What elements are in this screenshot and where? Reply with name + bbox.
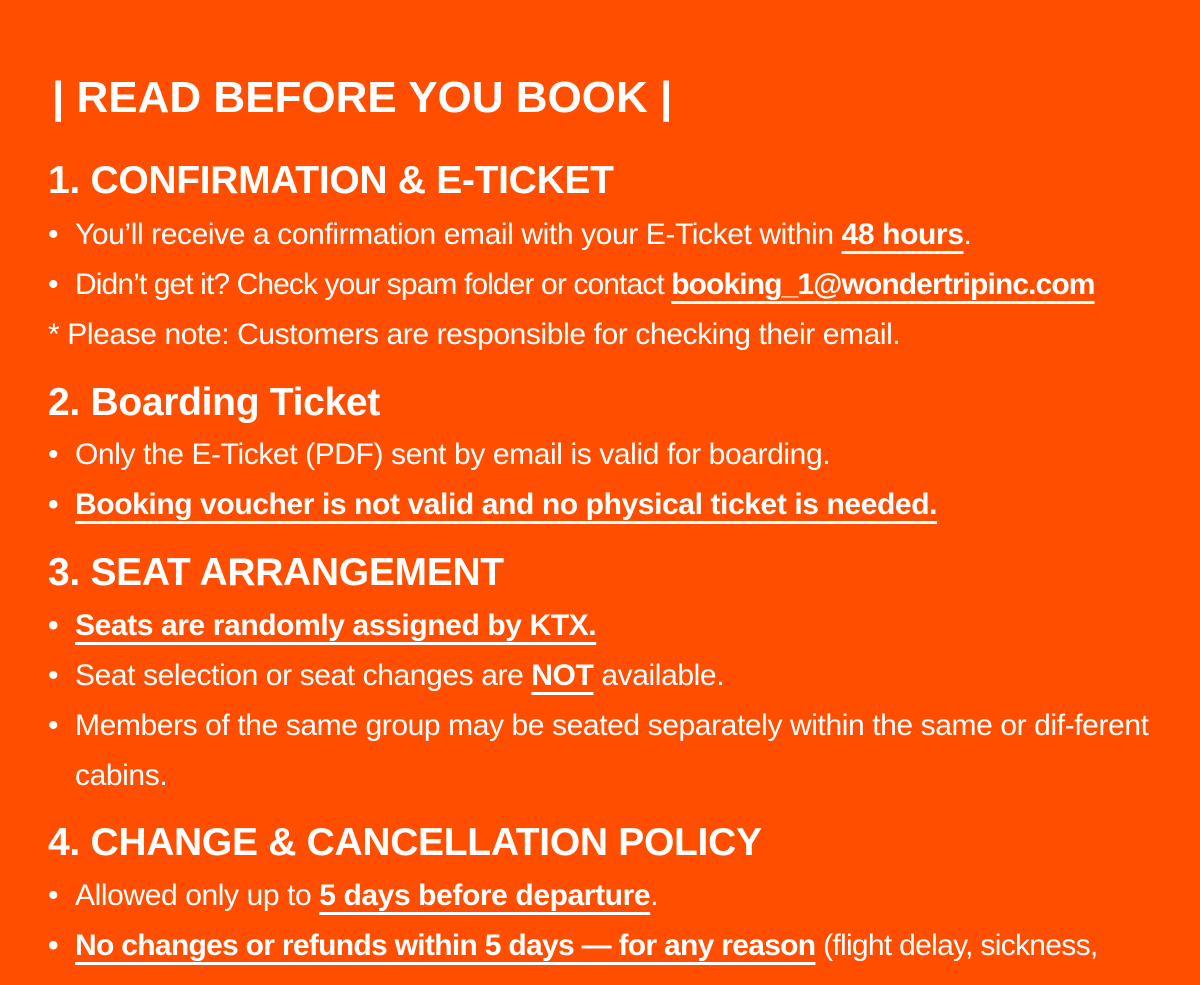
list-item [48,260,1168,310]
list-item-text [75,210,1168,260]
email-note: * Please note: Customers are responsible for checking their email. [48,318,901,351]
list-item-text [75,480,1168,530]
item-text: Allowed only up to [75,879,320,912]
emphasis-text: No changes or refunds within 5 days — for any reason [75,929,816,962]
list-item-text [75,260,1168,310]
item-text: Seat selection or seat changes are [75,659,532,692]
list-item-text [75,921,1168,971]
list-item [48,701,1168,801]
bullet-icon: • [48,268,59,301]
emphasis-text: 48 hours [841,218,964,251]
bullet-icon: • [48,709,59,742]
list-item-text [75,701,1155,801]
list-item-text [75,651,1168,701]
list-item [48,210,1168,260]
emphasis-text: NOT [531,659,594,692]
bullet-icon: • [48,879,59,912]
section-heading-boarding: 2. Boarding Ticket [48,381,380,424]
page-title: | READ BEFORE YOU BOOK | [52,73,673,122]
list-item [48,430,1168,480]
list-item [48,480,1168,530]
item-text: (flight delay, sickness, [815,929,1098,962]
section-heading-cancellation: 4. CHANGE & CANCELLATION POLICY [48,821,762,864]
item-text: . [963,218,972,251]
bullet-icon: • [48,929,59,962]
list-item [48,871,1168,921]
emphasis-text: Seats are randomly assigned by KTX. [75,609,597,642]
item-text: Members of the same group may be seated separately within the same or dif-ferent cabins. [75,709,1149,792]
item-text: Only the E-Ticket (PDF) sent by email is valid for boarding. [75,438,831,471]
bullet-icon: • [48,218,59,251]
list-item-text [75,871,1168,921]
list-item-text [75,601,1168,651]
emphasis-text: Booking voucher is not valid and no physical ticket is needed. [75,488,938,521]
contact-email-link[interactable]: booking_1@wondertripinc.com [671,268,1095,301]
section-heading-confirmation: 1. CONFIRMATION & E-TICKET [48,159,614,202]
item-text: You’ll receive a confirmation email with your E-Ticket within [75,218,842,251]
item-text: Didn’t get it? Check your spam folder or contact [75,268,672,301]
list-item [48,651,1168,701]
item-text: . [650,879,659,912]
bullet-icon: • [48,488,59,521]
list-item [48,921,1168,971]
item-text: available. [593,659,725,692]
bullet-icon: • [48,438,59,471]
list-item-text [75,430,1168,480]
list-item [48,601,1168,651]
emphasis-text: 5 days before departure [319,879,651,912]
bullet-icon: • [48,659,59,692]
section-heading-seat: 3. SEAT ARRANGEMENT [48,551,504,594]
bullet-icon: • [48,609,59,642]
